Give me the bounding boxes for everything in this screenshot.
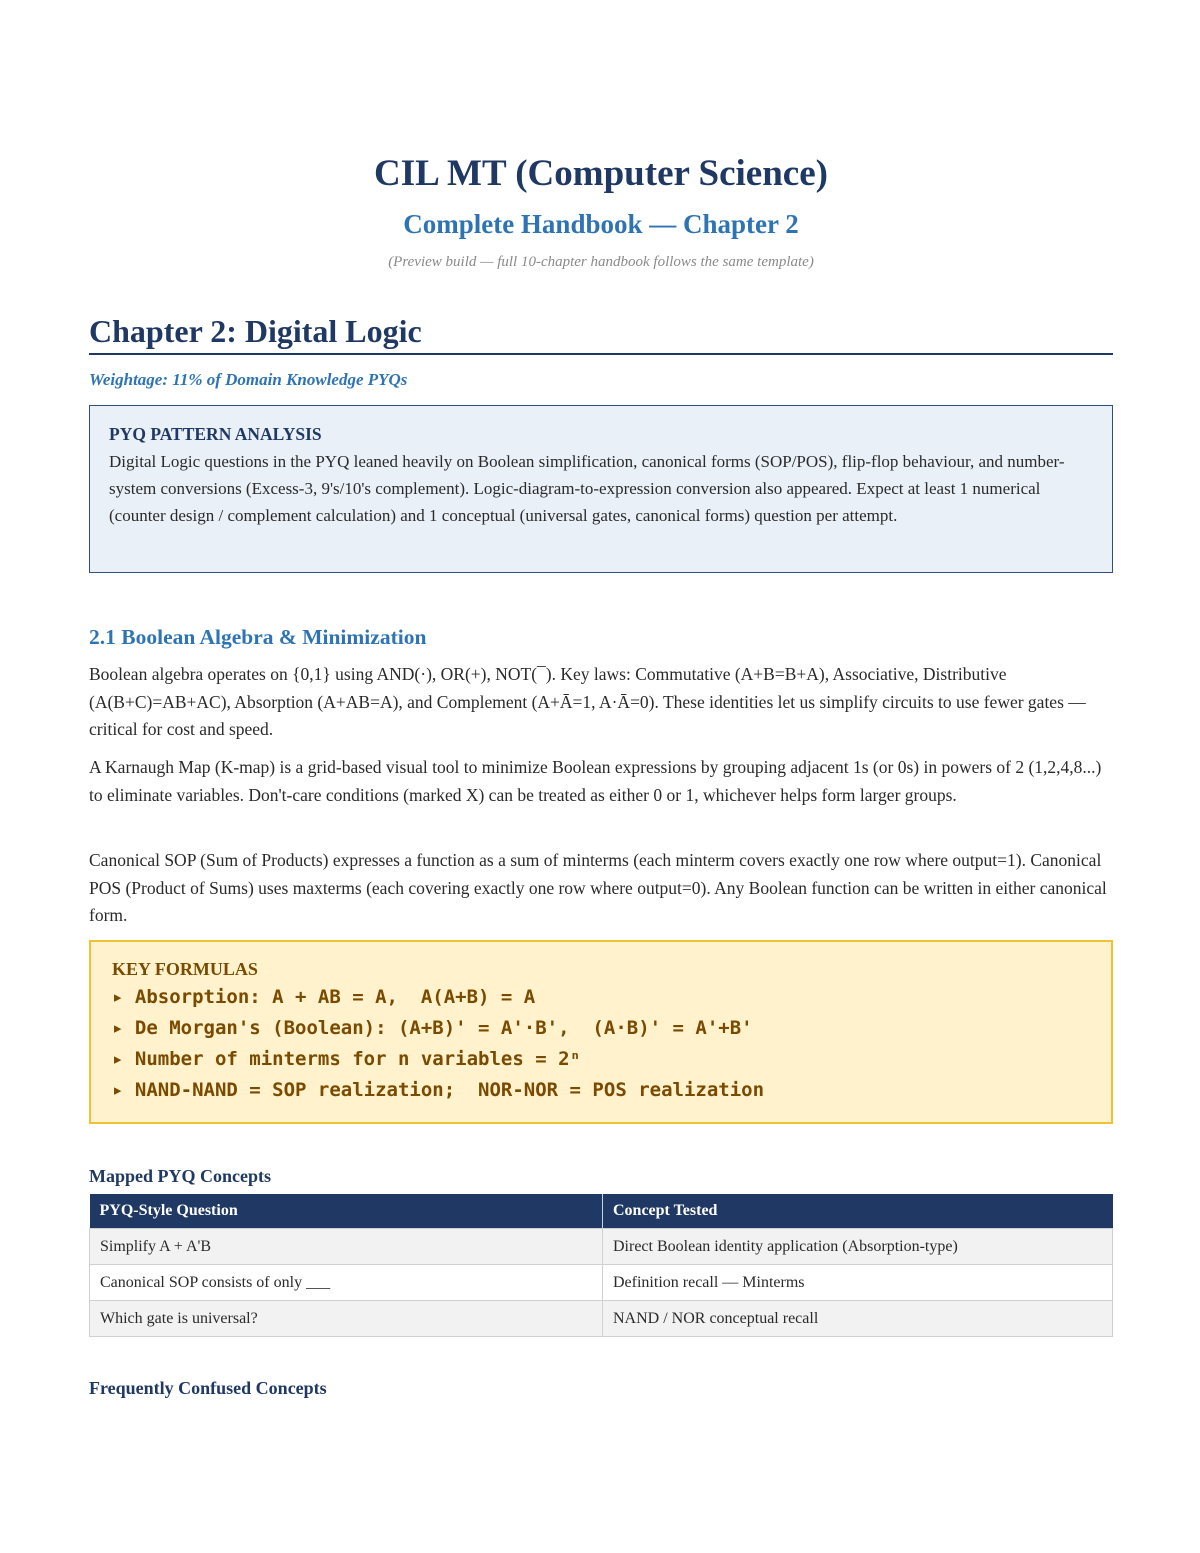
section-title: 2.1 Boolean Algebra & Minimization: [89, 625, 427, 649]
table-cell: Definition recall — Minterms: [603, 1265, 1113, 1301]
table-row: [90, 1265, 1113, 1301]
pyq-box-title: PYQ PATTERN ANALYSIS: [109, 424, 322, 444]
chapter-title: Chapter 2: Digital Logic: [89, 309, 1113, 355]
formula-line: ▸ Number of minterms for n variables = 2ⁿ: [112, 1048, 581, 1070]
mapped-pyq-heading: Mapped PYQ Concepts: [89, 1166, 272, 1186]
table-cell: Canonical SOP consists of only ___: [90, 1265, 603, 1301]
formula-line: ▸ Absorption: A + AB = A, A(A+B) = A: [112, 986, 536, 1008]
column-header-question: PYQ-Style Question: [90, 1194, 603, 1229]
confused-concepts-heading: Frequently Confused Concepts: [89, 1378, 327, 1398]
paragraph-boolean-algebra: Boolean algebra operates on {0,1} using AND(·), OR(+), NOT(¯). Key laws: Commutative (A+B=B+A), Associative, Distributive (A(B+C)=AB+AC), Absorption (A+AB=A), and Complement (A+Ā=1, A·Ā=0). These identities let us simplify circuits to use fewer gates — critical for cost and speed.: [89, 664, 1086, 739]
table-row: [90, 1301, 1113, 1337]
document-subtitle: Complete Handbook — Chapter 2: [403, 209, 799, 239]
formula-line: ▸ NAND-NAND = SOP realization; NOR-NOR = POS realization: [112, 1079, 765, 1101]
table-cell: Simplify A + A'B: [90, 1229, 603, 1265]
table-header-row: [90, 1194, 1113, 1229]
mapped-pyq-table: [89, 1194, 1113, 1337]
paragraph-canonical-forms: Canonical SOP (Sum of Products) expresses a function as a sum of minterms (each minterm covers exactly one row where output=1). Canonical POS (Product of Sums) uses maxterms (each covering exactly one row where output=0). Any Boolean function can be written in either canonical form.: [89, 850, 1107, 925]
paragraph-karnaugh-map: A Karnaugh Map (K-map) is a grid-based visual tool to minimize Boolean expressions by grouping adjacent 1s (or 0s) in powers of 2 (1,2,4,8...) to eliminate variables. Don't-care conditions (marked X) can be treated as either 0 or 1, whichever helps form larger groups.: [89, 757, 1102, 805]
preview-note: (Preview build — full 10-chapter handbook follows the same template): [388, 254, 814, 270]
key-formulas-title: KEY FORMULAS: [112, 959, 258, 979]
table-cell: NAND / NOR conceptual recall: [603, 1301, 1113, 1337]
table-cell: Direct Boolean identity application (Absorption-type): [603, 1229, 1113, 1265]
table-row: [90, 1229, 1113, 1265]
table-cell: Which gate is universal?: [90, 1301, 603, 1337]
column-header-concept: Concept Tested: [603, 1194, 1113, 1229]
pyq-box-text: Digital Logic questions in the PYQ leaned heavily on Boolean simplification, canonical forms (SOP/POS), flip-flop behaviour, and number-system conversions (Excess-3, 9's/10's complement). Logic-diagram-to-expression conversion also appeared. Expect at least 1 numerical (counter design / complement calculation) and 1 conceptual (universal gates, canonical forms) question per attempt.: [109, 452, 1065, 525]
document-title: CIL MT (Computer Science): [374, 153, 828, 194]
chapter-weightage: Weightage: 11% of Domain Knowledge PYQs: [89, 370, 408, 389]
formula-line: ▸ De Morgan's (Boolean): (A+B)' = A'·B', (A·B)' = A'+B': [112, 1017, 753, 1039]
key-formulas-box: [89, 940, 1113, 1124]
pyq-pattern-analysis-box: [89, 405, 1113, 573]
